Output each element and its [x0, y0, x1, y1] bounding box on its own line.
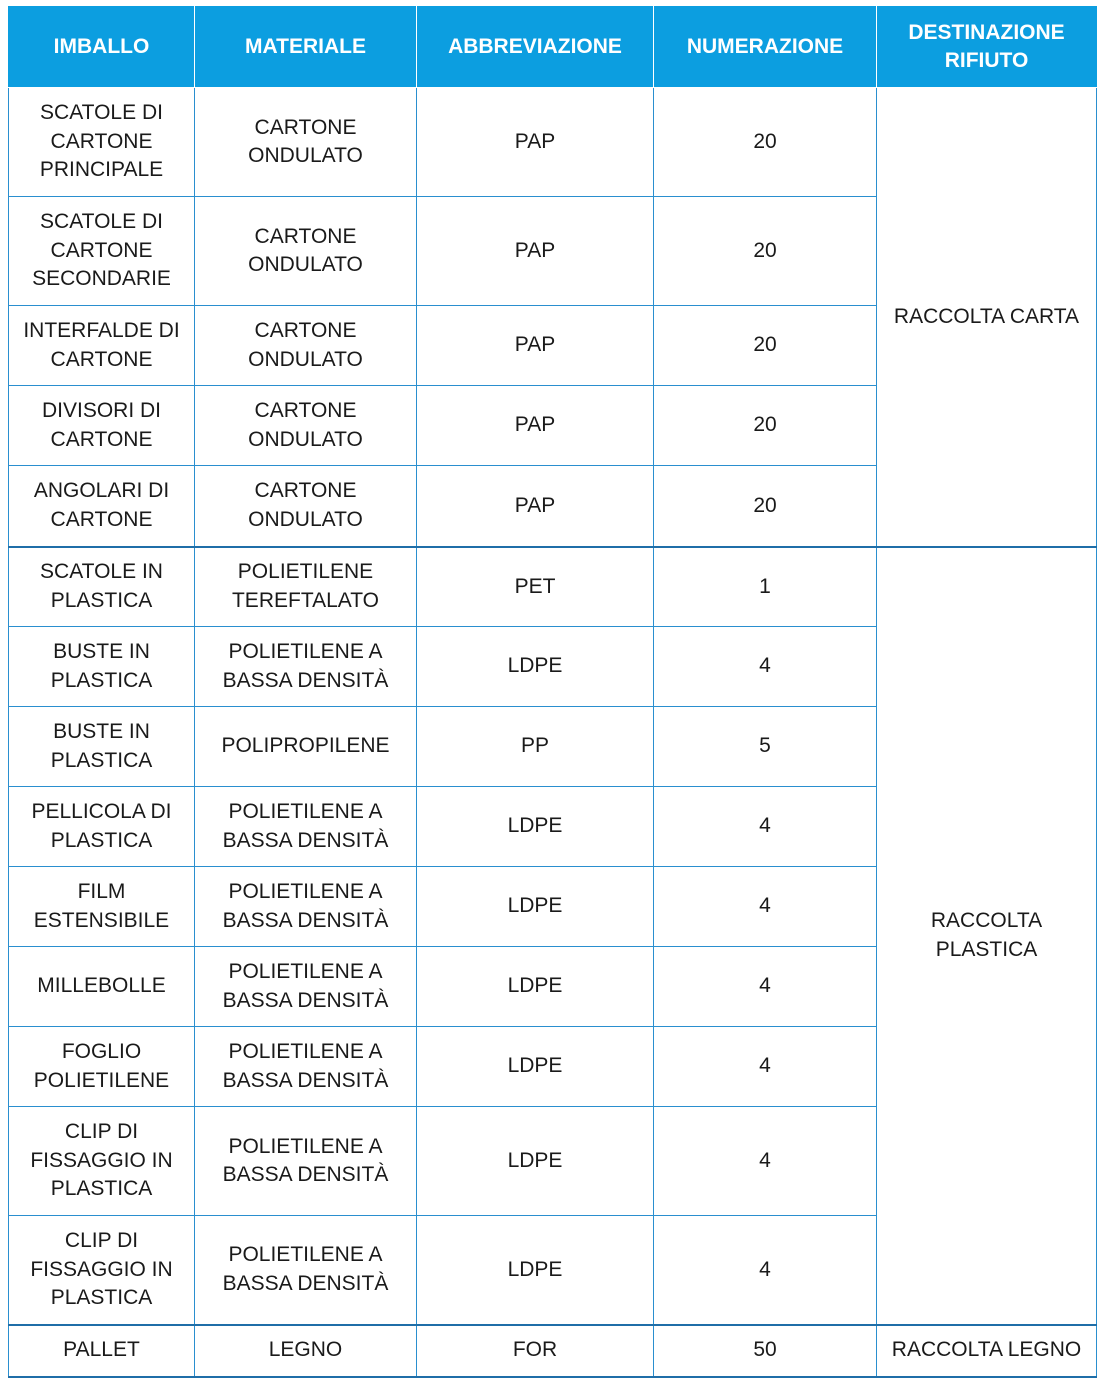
cell-materiale: POLIETILENE A BASSA DENSITÀ [195, 1216, 417, 1325]
cell-imballo: BUSTE IN PLASTICA [9, 627, 195, 707]
table-row [9, 547, 1097, 627]
cell-destinazione-plastica: RACCOLTA PLASTICA [877, 547, 1097, 1325]
cell-numerazione: 4 [654, 787, 877, 867]
cell-numerazione: 4 [654, 1107, 877, 1216]
cell-abbreviazione: PAP [417, 306, 654, 386]
cell-materiale: CARTONE ONDULATO [195, 306, 417, 386]
cell-imballo: PALLET [9, 1325, 195, 1377]
cell-numerazione: 4 [654, 867, 877, 947]
cell-abbreviazione: PAP [417, 197, 654, 306]
cell-imballo: PELLICOLA DI PLASTICA [9, 787, 195, 867]
cell-materiale: POLIETILENE TEREFTALATO [195, 547, 417, 627]
cell-destinazione-legno: RACCOLTA LEGNO [877, 1325, 1097, 1377]
cell-imballo: MILLEBOLLE [9, 947, 195, 1027]
cell-abbreviazione: LDPE [417, 627, 654, 707]
cell-imballo: FILM ESTENSIBILE [9, 867, 195, 947]
cell-numerazione: 20 [654, 386, 877, 466]
cell-materiale: POLIPROPILENE [195, 707, 417, 787]
cell-numerazione: 20 [654, 88, 877, 197]
header-numerazione: NUMERAZIONE [654, 7, 877, 88]
cell-materiale: POLIETILENE A BASSA DENSITÀ [195, 867, 417, 947]
cell-abbreviazione: LDPE [417, 1107, 654, 1216]
cell-imballo: INTERFALDE DI CARTONE [9, 306, 195, 386]
table-row [9, 1325, 1097, 1377]
cell-numerazione: 5 [654, 707, 877, 787]
cell-materiale: POLIETILENE A BASSA DENSITÀ [195, 627, 417, 707]
cell-abbreviazione: LDPE [417, 1027, 654, 1107]
table-header [9, 7, 1097, 88]
cell-materiale: POLIETILENE A BASSA DENSITÀ [195, 947, 417, 1027]
table-body [9, 88, 1097, 1377]
cell-abbreviazione: LDPE [417, 1216, 654, 1325]
cell-numerazione: 4 [654, 627, 877, 707]
cell-materiale: LEGNO [195, 1325, 417, 1377]
cell-imballo: SCATOLE DI CARTONE SECONDARIE [9, 197, 195, 306]
cell-materiale: POLIETILENE A BASSA DENSITÀ [195, 1107, 417, 1216]
header-destinazione-rifiuto: DESTINAZIONE RIFIUTO [877, 7, 1097, 88]
cell-abbreviazione: PP [417, 707, 654, 787]
header-imballo: IMBALLO [9, 7, 195, 88]
cell-numerazione: 4 [654, 947, 877, 1027]
cell-abbreviazione: PAP [417, 88, 654, 197]
cell-imballo: CLIP DI FISSAGGIO IN PLASTICA [9, 1107, 195, 1216]
cell-abbreviazione: PET [417, 547, 654, 627]
cell-imballo: ANGOLARI DI CARTONE [9, 466, 195, 547]
cell-imballo: DIVISORI DI CARTONE [9, 386, 195, 466]
cell-numerazione: 4 [654, 1216, 877, 1325]
cell-materiale: POLIETILENE A BASSA DENSITÀ [195, 787, 417, 867]
cell-numerazione: 20 [654, 197, 877, 306]
cell-imballo: SCATOLE IN PLASTICA [9, 547, 195, 627]
cell-abbreviazione: LDPE [417, 867, 654, 947]
cell-imballo: CLIP DI FISSAGGIO IN PLASTICA [9, 1216, 195, 1325]
cell-materiale: CARTONE ONDULATO [195, 386, 417, 466]
cell-materiale: CARTONE ONDULATO [195, 466, 417, 547]
cell-abbreviazione: LDPE [417, 947, 654, 1027]
cell-numerazione: 20 [654, 466, 877, 547]
cell-abbreviazione: PAP [417, 386, 654, 466]
table-row [9, 88, 1097, 197]
cell-numerazione: 50 [654, 1325, 877, 1377]
cell-materiale: CARTONE ONDULATO [195, 88, 417, 197]
cell-imballo: FOGLIO POLIETILENE [9, 1027, 195, 1107]
cell-numerazione: 20 [654, 306, 877, 386]
cell-imballo: SCATOLE DI CARTONE PRINCIPALE [9, 88, 195, 197]
cell-materiale: CARTONE ONDULATO [195, 197, 417, 306]
header-row [9, 7, 1097, 88]
cell-numerazione: 4 [654, 1027, 877, 1107]
cell-abbreviazione: LDPE [417, 787, 654, 867]
cell-destinazione-carta: RACCOLTA CARTA [877, 88, 1097, 547]
cell-materiale: POLIETILENE A BASSA DENSITÀ [195, 1027, 417, 1107]
waste-disposal-table [8, 6, 1097, 1378]
header-abbreviazione: ABBREVIAZIONE [417, 7, 654, 88]
cell-numerazione: 1 [654, 547, 877, 627]
cell-imballo: BUSTE IN PLASTICA [9, 707, 195, 787]
header-materiale: MATERIALE [195, 7, 417, 88]
cell-abbreviazione: PAP [417, 466, 654, 547]
cell-abbreviazione: FOR [417, 1325, 654, 1377]
